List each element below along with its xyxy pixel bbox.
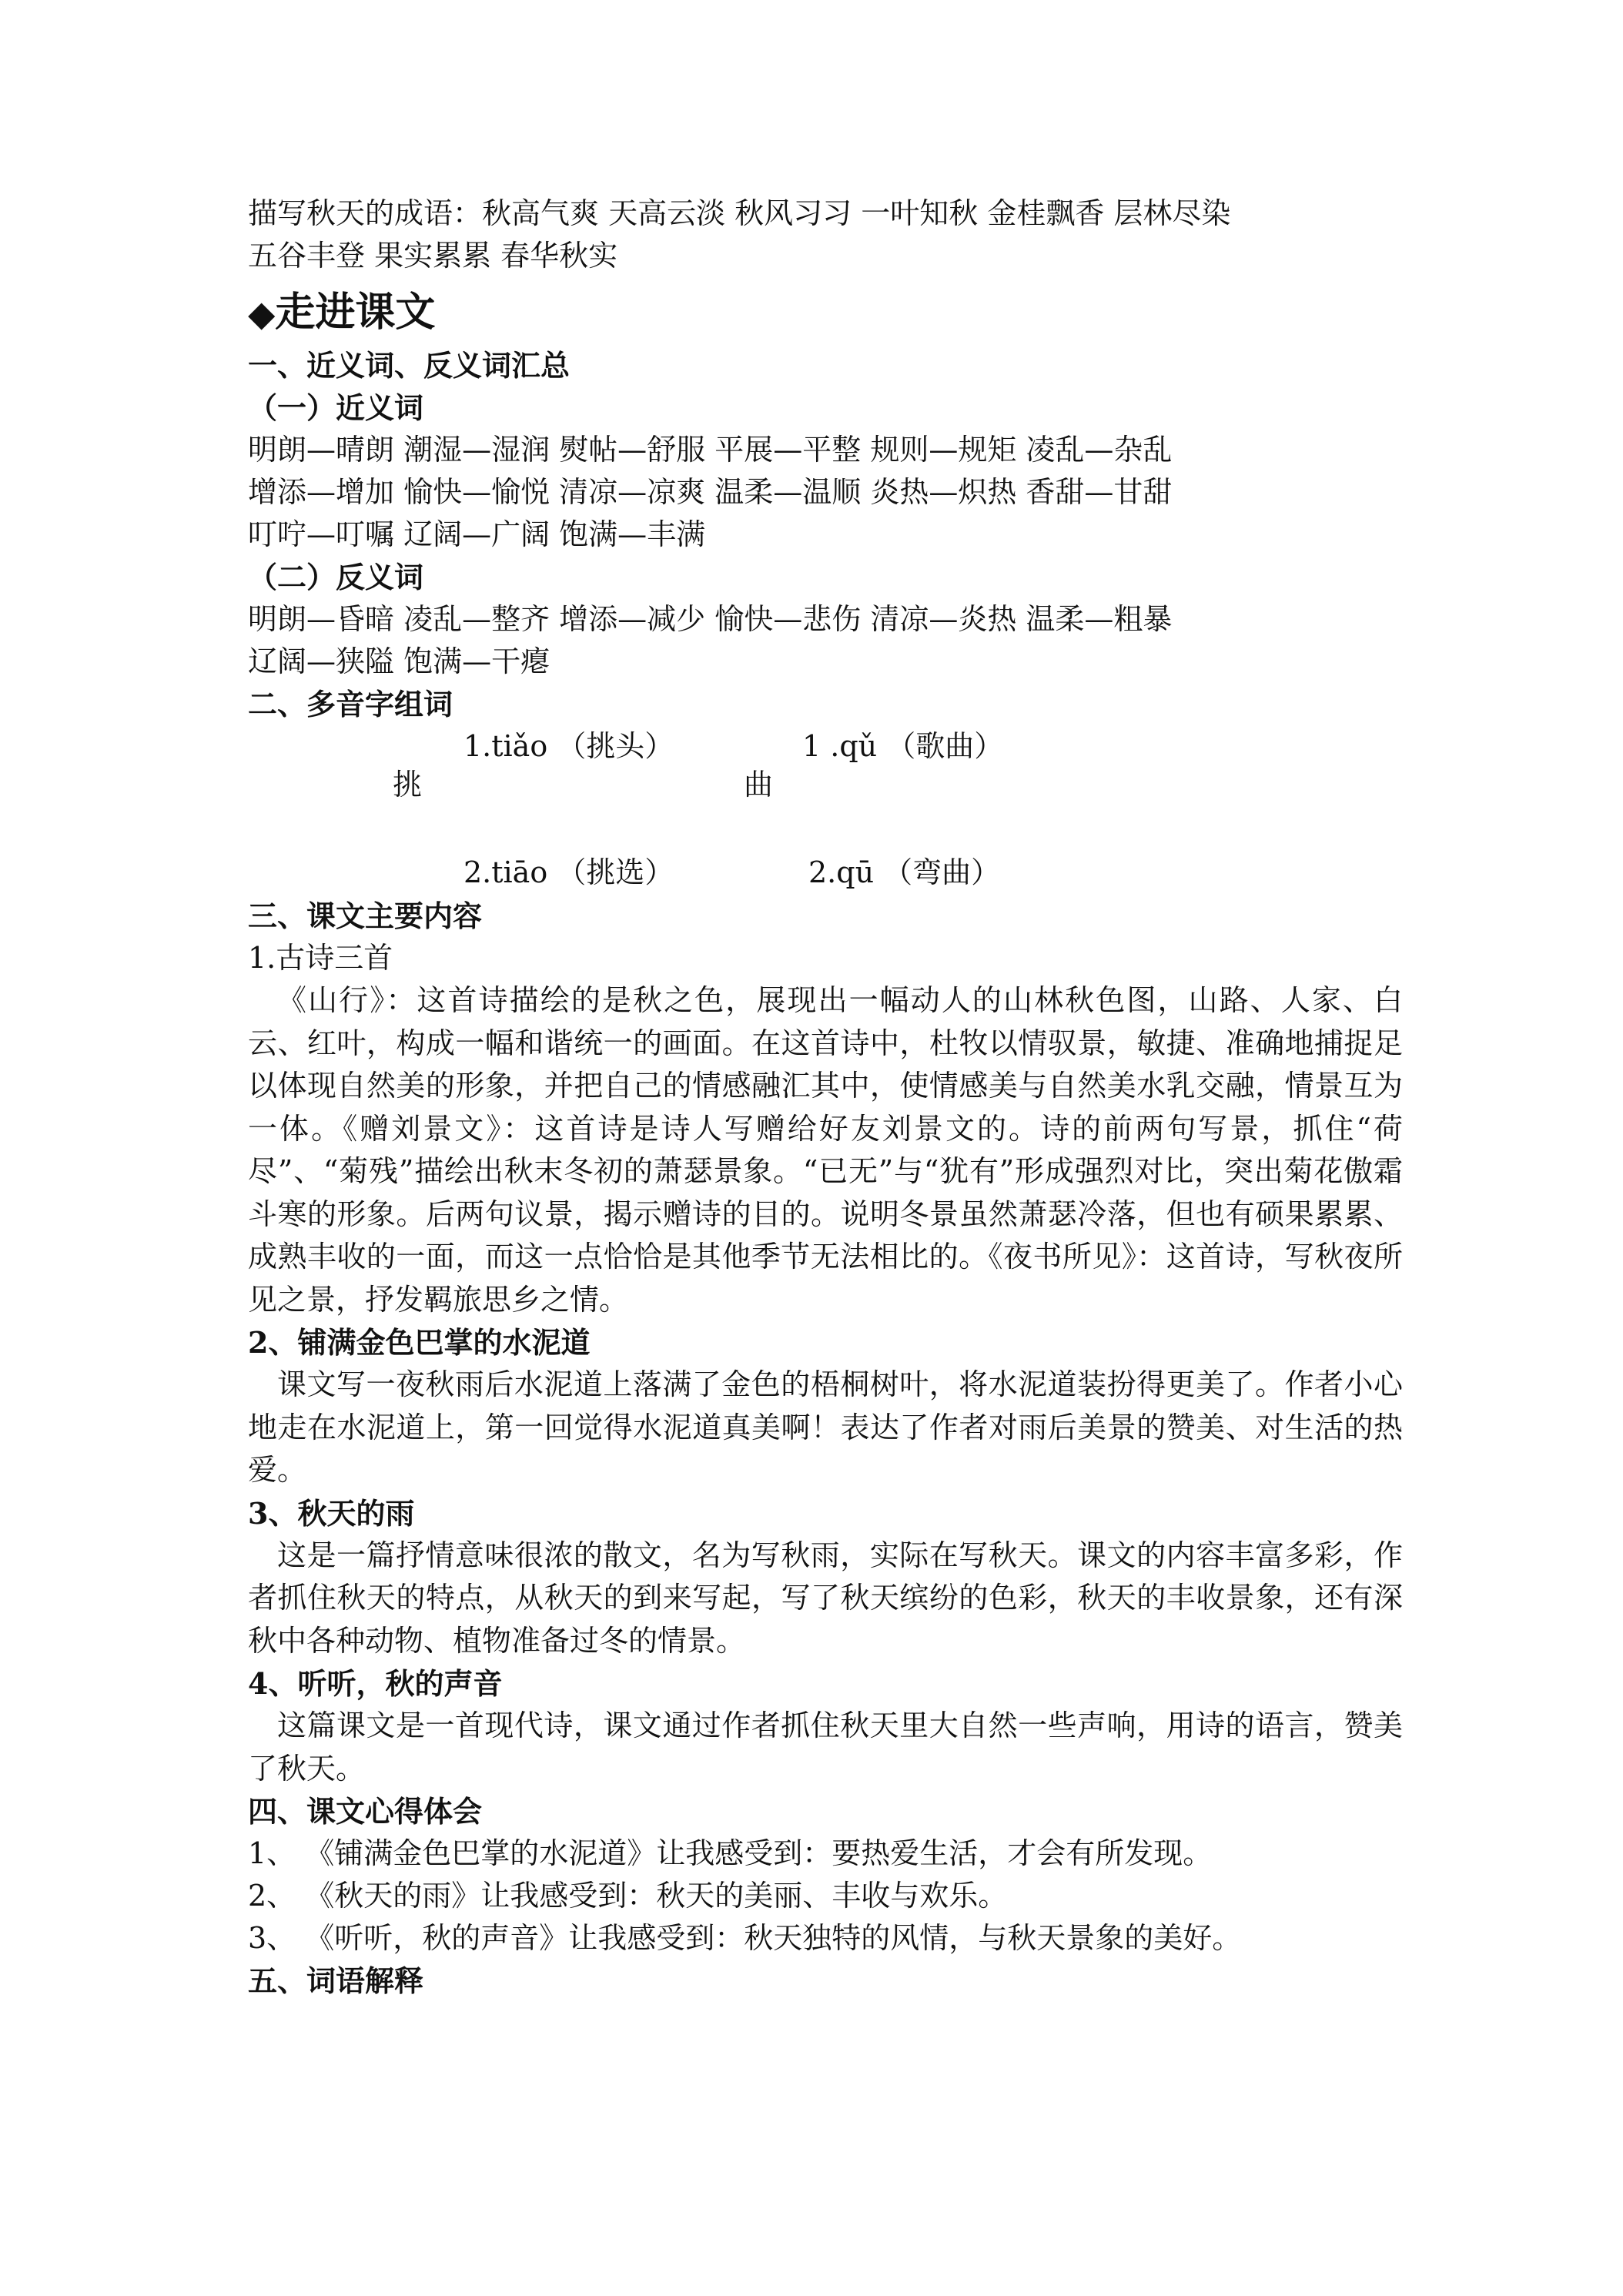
char1: 挑 bbox=[393, 768, 423, 802]
char1-reading-1: 1.tiǎo （挑头） bbox=[463, 729, 674, 763]
sec4-title: 四、课文心得体会 bbox=[248, 1794, 483, 1829]
char2: 曲 bbox=[744, 768, 774, 802]
sec5-title: 五、词语解释 bbox=[248, 1963, 424, 1998]
document-page bbox=[248, 192, 1403, 2002]
intro-idioms-line-1: 描写秋天的成语：秋高气爽 天高云淡 秋风习习 一叶知秋 金桂飘香 层林尽染 bbox=[248, 196, 1231, 230]
diamond-icon: ◆ bbox=[248, 293, 276, 334]
sub1-title: 1.古诗三首 bbox=[248, 941, 393, 975]
antonyms-line-2: 辽阔—狭隘 饱满—干瘪 bbox=[248, 644, 550, 678]
char1-reading-2: 2.tiāo （挑选） bbox=[463, 855, 674, 889]
sec2-title: 二、多音字组词 bbox=[248, 687, 453, 721]
antonyms-title: （二）反义词 bbox=[248, 560, 424, 594]
sub4-text: 这篇课文是一首现代诗，课文通过作者抓住秋天里大自然一些声响，用诗的语言，赞美了秋天。 bbox=[248, 1709, 1403, 1786]
sub2-text: 课文写一夜秋雨后水泥道上落满了金色的梧桐树叶，将水泥道装扮得更美了。作者小心 地走在水泥道上，第一回觉得水泥道真美啊！表达了作者对雨后美景的赞美、对生活的热爱。 bbox=[248, 1367, 1403, 1487]
synonyms-line-1: 明朗—晴朗 潮湿—湿润 熨帖—舒服 平展—平整 规则—规矩 凌乱—杂乱 bbox=[248, 433, 1173, 467]
sub4-title: 4、听听，秋的声音 bbox=[248, 1666, 503, 1701]
sec1-title: 一、近义词、反义词汇总 bbox=[248, 348, 571, 383]
sec3-title: 三、课文主要内容 bbox=[248, 899, 483, 933]
intro-idioms-line-2: 五谷丰登 果实累累 春华秋实 bbox=[248, 239, 618, 273]
sub3-text: 这是一篇抒情意味很浓的散文，名为写秋雨，实际在写秋天。课文的内容丰富多彩，作者抓住秋天的特点，从秋天的到来写起，写了秋天缤纷的色彩，秋天的丰收景象，还有深秋中各种动物、植物准备过冬的情景。 bbox=[248, 1538, 1403, 1658]
synonyms-title: （一）近义词 bbox=[248, 390, 424, 425]
polyphonic-table bbox=[248, 725, 1403, 895]
section-heading bbox=[248, 282, 1403, 344]
antonyms-line-1: 明朗—昏暗 凌乱—整齐 增添—减少 愉快—悲伤 清凉—炎热 温柔—粗暴 bbox=[248, 602, 1173, 636]
sub1-text: 《山行》：这首诗描绘的是秋之色，展现出一幅动人的山林秋色图，山路、人家、白云、红叶，构成一幅和谐统一的画面。在这首诗中，杜牧以情驭景，敏捷、准确地捕捉足以体现自然美的形象，并把自己的情感融汇其中，使情感美与自然美水乳交融，情景互为一体。《赠刘景文》：这首诗是诗人写赠给好友刘景文的。诗的前两句写景，抓住“荷尽”、“菊残”描绘出秋末冬初的萧瑟景象。“已无”与“犹有”形成强烈对比，突出菊花傲霜斗寒的形象。后两句议景，揭示赠诗的目的。说明冬景虽然萧瑟冷落，但也有硕果累累、成熟丰收的一面，而这一点恰恰是其他季节无法相比的。《夜书所见》：这首诗，写秋夜所见之景，抒发羁旅思乡之情。 bbox=[248, 983, 1403, 1317]
char2-reading-1: 1 .qǔ （歌曲） bbox=[802, 729, 1004, 763]
sub3-title: 3、秋天的雨 bbox=[248, 1495, 415, 1531]
sec4-item-2: 2、 《秋天的雨》让我感受到：秋天的美丽、丰收与欢乐。 bbox=[248, 1879, 1008, 1913]
section-heading-title: 走进课文 bbox=[275, 289, 436, 336]
synonyms-line-2: 增添—增加 愉快—愉悦 清凉—凉爽 温柔—温顺 炎热—炽热 香甜—甘甜 bbox=[248, 475, 1173, 509]
sec4-item-1: 1、 《铺满金色巴掌的水泥道》让我感受到：要热爱生活，才会有所发现。 bbox=[248, 1836, 1213, 1870]
synonyms-line-3: 叮咛—叮嘱 辽阔—广阔 饱满—丰满 bbox=[248, 517, 706, 551]
sub2-title: 2、铺满金色巴掌的水泥道 bbox=[248, 1325, 591, 1360]
char2-reading-2: 2.qū （弯曲） bbox=[808, 855, 1001, 889]
sec4-item-3: 3、 《听听，秋的声音》让我感受到：秋天独特的风情，与秋天景象的美好。 bbox=[248, 1921, 1242, 1955]
